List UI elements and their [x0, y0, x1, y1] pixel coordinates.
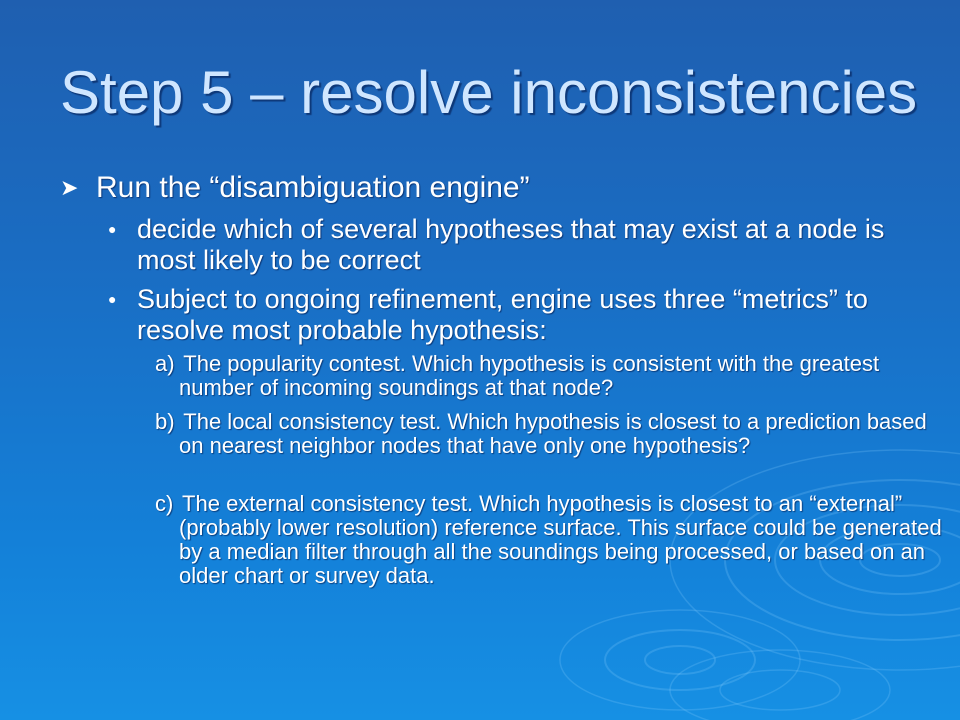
metric-label: a) [155, 351, 175, 376]
slide-title: Step 5 – resolve inconsistencies [60, 59, 918, 126]
metric-item-c [155, 492, 949, 588]
dot-bullet-icon: ● [108, 291, 117, 307]
bullet-l2-text: Subject to ongoing refinement, engine uses three “metrics” to resolve most probable hypothesis: [137, 284, 868, 345]
metric-text: The local consistency test. Which hypothesis is closest to a prediction based on nearest neighbor nodes that have only one hypothesis? [179, 409, 927, 458]
metric-label: b) [155, 409, 175, 434]
arrow-bullet-icon: ➤ [60, 175, 79, 200]
bullet-l2-decide [108, 214, 908, 276]
bullet-l1-disambiguation [60, 170, 920, 206]
metric-item-a [155, 352, 949, 400]
bullet-l1-text: Run the “disambiguation engine” [96, 171, 530, 204]
bullet-l2-metrics [108, 284, 908, 346]
bullet-l2-text: decide which of several hypotheses that may exist at a node is most likely to be correct [137, 214, 885, 275]
metric-text: The popularity contest. Which hypothesis is consistent with the greatest number of incoming soundings at that node? [179, 351, 880, 400]
dot-bullet-icon: ● [108, 221, 117, 237]
metric-label: c) [155, 491, 174, 516]
metric-text: The external consistency test. Which hypothesis is closest to an “external” (probably lower resolution) reference surface. This surface could be generated by a median filter through all the soundings being processed, or based on an older chart or survey data. [179, 491, 942, 588]
metric-item-b [155, 410, 949, 458]
